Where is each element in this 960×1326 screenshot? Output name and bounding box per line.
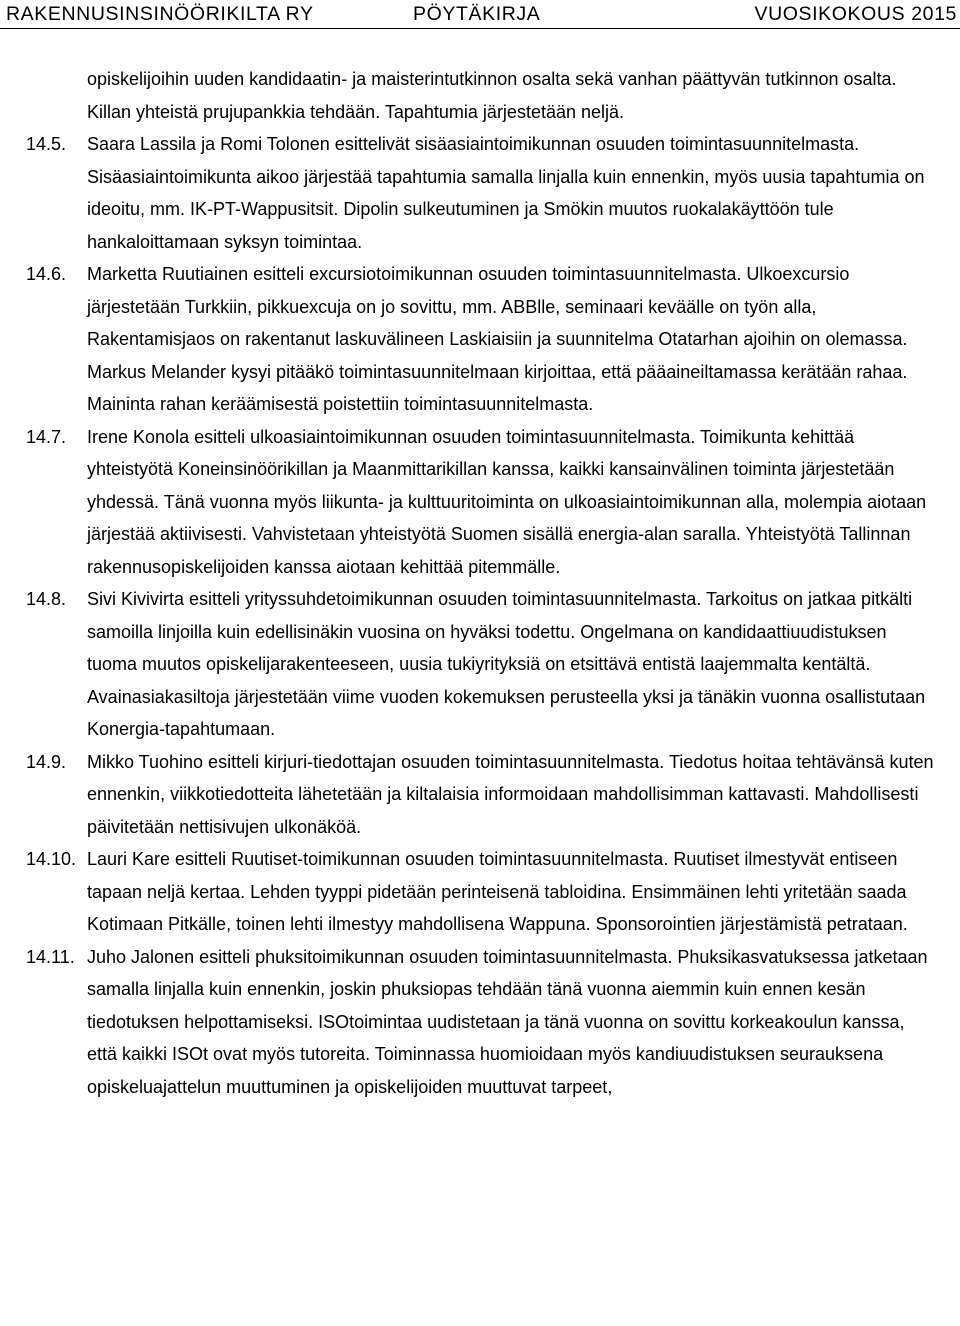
continued-paragraph: opiskelijoihin uuden kandidaatin- ja maisterintutkinnon osalta sekä vanhan päättyvän tutkinnon osalta. Killan yhteistä prujupankkia tehdään. Tapahtumia järjestetään neljä. [87,69,897,122]
page-header [0,0,960,28]
agenda-item-14-5 [0,128,960,258]
header-document-type: PÖYTÄKIRJA [413,3,541,25]
item-number: 14.9. [26,751,67,772]
item-text: Lauri Kare esitteli Ruutiset-toimikunnan osuuden toimintasuunnitelmasta. Ruutiset ilmestyvät entiseen tapaan neljä kertaa. Lehden tyyppi pidetään perinteisenä tabloidina. Ensimmäinen lehti yritetään saada Kotimaan Pitkälle, toinen lehti ilmestyy mahdollisena Wappuna. Sponsorointien järjestämistä petrataan. [87,849,908,934]
header-meeting: VUOSIKOKOUS 2015 [754,3,957,25]
item-text: Juho Jalonen esitteli phuksitoimikunnan osuuden toimintasuunnitelmasta. Phuksikasvatuksessa jatketaan samalla linjalla kuin ennenkin, joskin phuksiopas tehdään tänä vuonna aiemmin kuin ennen kesän tiedotuksen helpottamiseksi. ISOtoimintaa uudistetaan ja tänä vuonna on sovittu korkeakoulun kanssa, että kaikki ISOt ovat myös tutoreita. Toiminnassa huomioidaan myös kandiuudistuksen seurauksena opiskeluajattelun muuttuminen ja opiskelijoiden muuttuvat tarpeet, [87,946,928,1097]
header-organization: RAKENNUSINSINÖÖRIKILTA RY [6,3,314,25]
agenda-item-14-7 [0,421,960,584]
agenda-item-14-9 [0,746,960,844]
item-text: Marketta Ruutiainen esitteli excursiotoimikunnan osuuden toimintasuunnitelmasta. Ulkoexcursio järjestetään Turkkiin, pikkuexcuja on jo sovittu, mm. ABBlle, seminaari keväälle on työn alla, Rakentamisjaos on rakentanut laskuvälineen Laskiaisiin ja suunnitelma Otatarhan ajoihin on olemassa. Markus Melander kysyi pitääkö toimintasuunnitelmaan kirjoittaa, että pääaineiltamassa kerätään rahaa. Maininta rahan keräämisestä poistettiin toimintasuunnitelmasta. [87,264,908,414]
item-text: Sivi Kivivirta esitteli yrityssuhdetoimikunnan osuuden toimintasuunnitelmasta. Tarkoitus on jatkaa pitkälti samoilla linjoilla kuin edellisinäkin vuosina on hyväksi todettu. Ongelmana on kandidaattiuudistuksen tuoma muutos opiskelijarakenteeseen, uusia tukiyrityksiä on etsittävä entistä laajemmalta kentältä. Avainasiakasiltoja järjestetään viime vuoden kokemuksen perusteella yksi ja tänäkin vuonna osallistutaan Konergia-tapahtumaan. [87,589,926,739]
agenda-item-14-11 [0,941,960,1104]
item-number: 14.5. [26,134,67,154]
item-number: 14.6. [26,264,67,284]
item-number: 14.7. [26,426,67,447]
document-body [0,63,960,1103]
header-divider [0,28,960,29]
item-text: Irene Konola esitteli ulkoasiaintoimikunnan osuuden toimintasuunnitelmasta. Toimikunta kehittää yhteistyötä Koneinsinöörikillan ja Maanmittarikillan kanssa, kaikki kansainvälinen toiminta järjestetään yhdessä. Tänä vuonna myös liikunta- ja kulttuuritoiminta on ulkoasiaintoimikunnan alla, molempia aiotaan järjestää aktiivisesti. Vahvistetaan yhteistyötä Suomen sisällä energia-alan saralla. Yhteistyötä Tallinnan rakennusopiskelijoiden kanssa aiotaan kehittää pitemmälle. [87,426,927,577]
item-text: Mikko Tuohino esitteli kirjuri-tiedottajan osuuden toimintasuunnitelmasta. Tiedotus hoitaa tehtävänsä kuten ennenkin, viikkotiedotteita lähetetään ja kiltalaisia informoidaan mahdollisimman kattavasti. Mahdollisesti päivitetään nettisivujen ulkonäköä. [87,751,934,837]
agenda-item-14-8 [0,583,960,746]
item-number: 14.8. [26,589,67,609]
agenda-item-14-6 [0,258,960,421]
agenda-item-14-10 [0,843,960,941]
item-text: Saara Lassila ja Romi Tolonen esittelivät sisäasiaintoimikunnan osuuden toimintasuunnitelmasta. Sisäasiaintoimikunta aikoo järjestää tapahtumia samalla linjalla kuin ennenkin, myös uusia tapahtumia on ideoitu, mm. IK-PT-Wappusitsit. Dipolin sulkeutuminen ja Smökin muutos ruokalakäyttöön tule hankaloittamaan syksyn toimintaa. [87,134,925,252]
item-number: 14.10. [26,849,77,869]
item-number: 14.11. [26,946,75,967]
